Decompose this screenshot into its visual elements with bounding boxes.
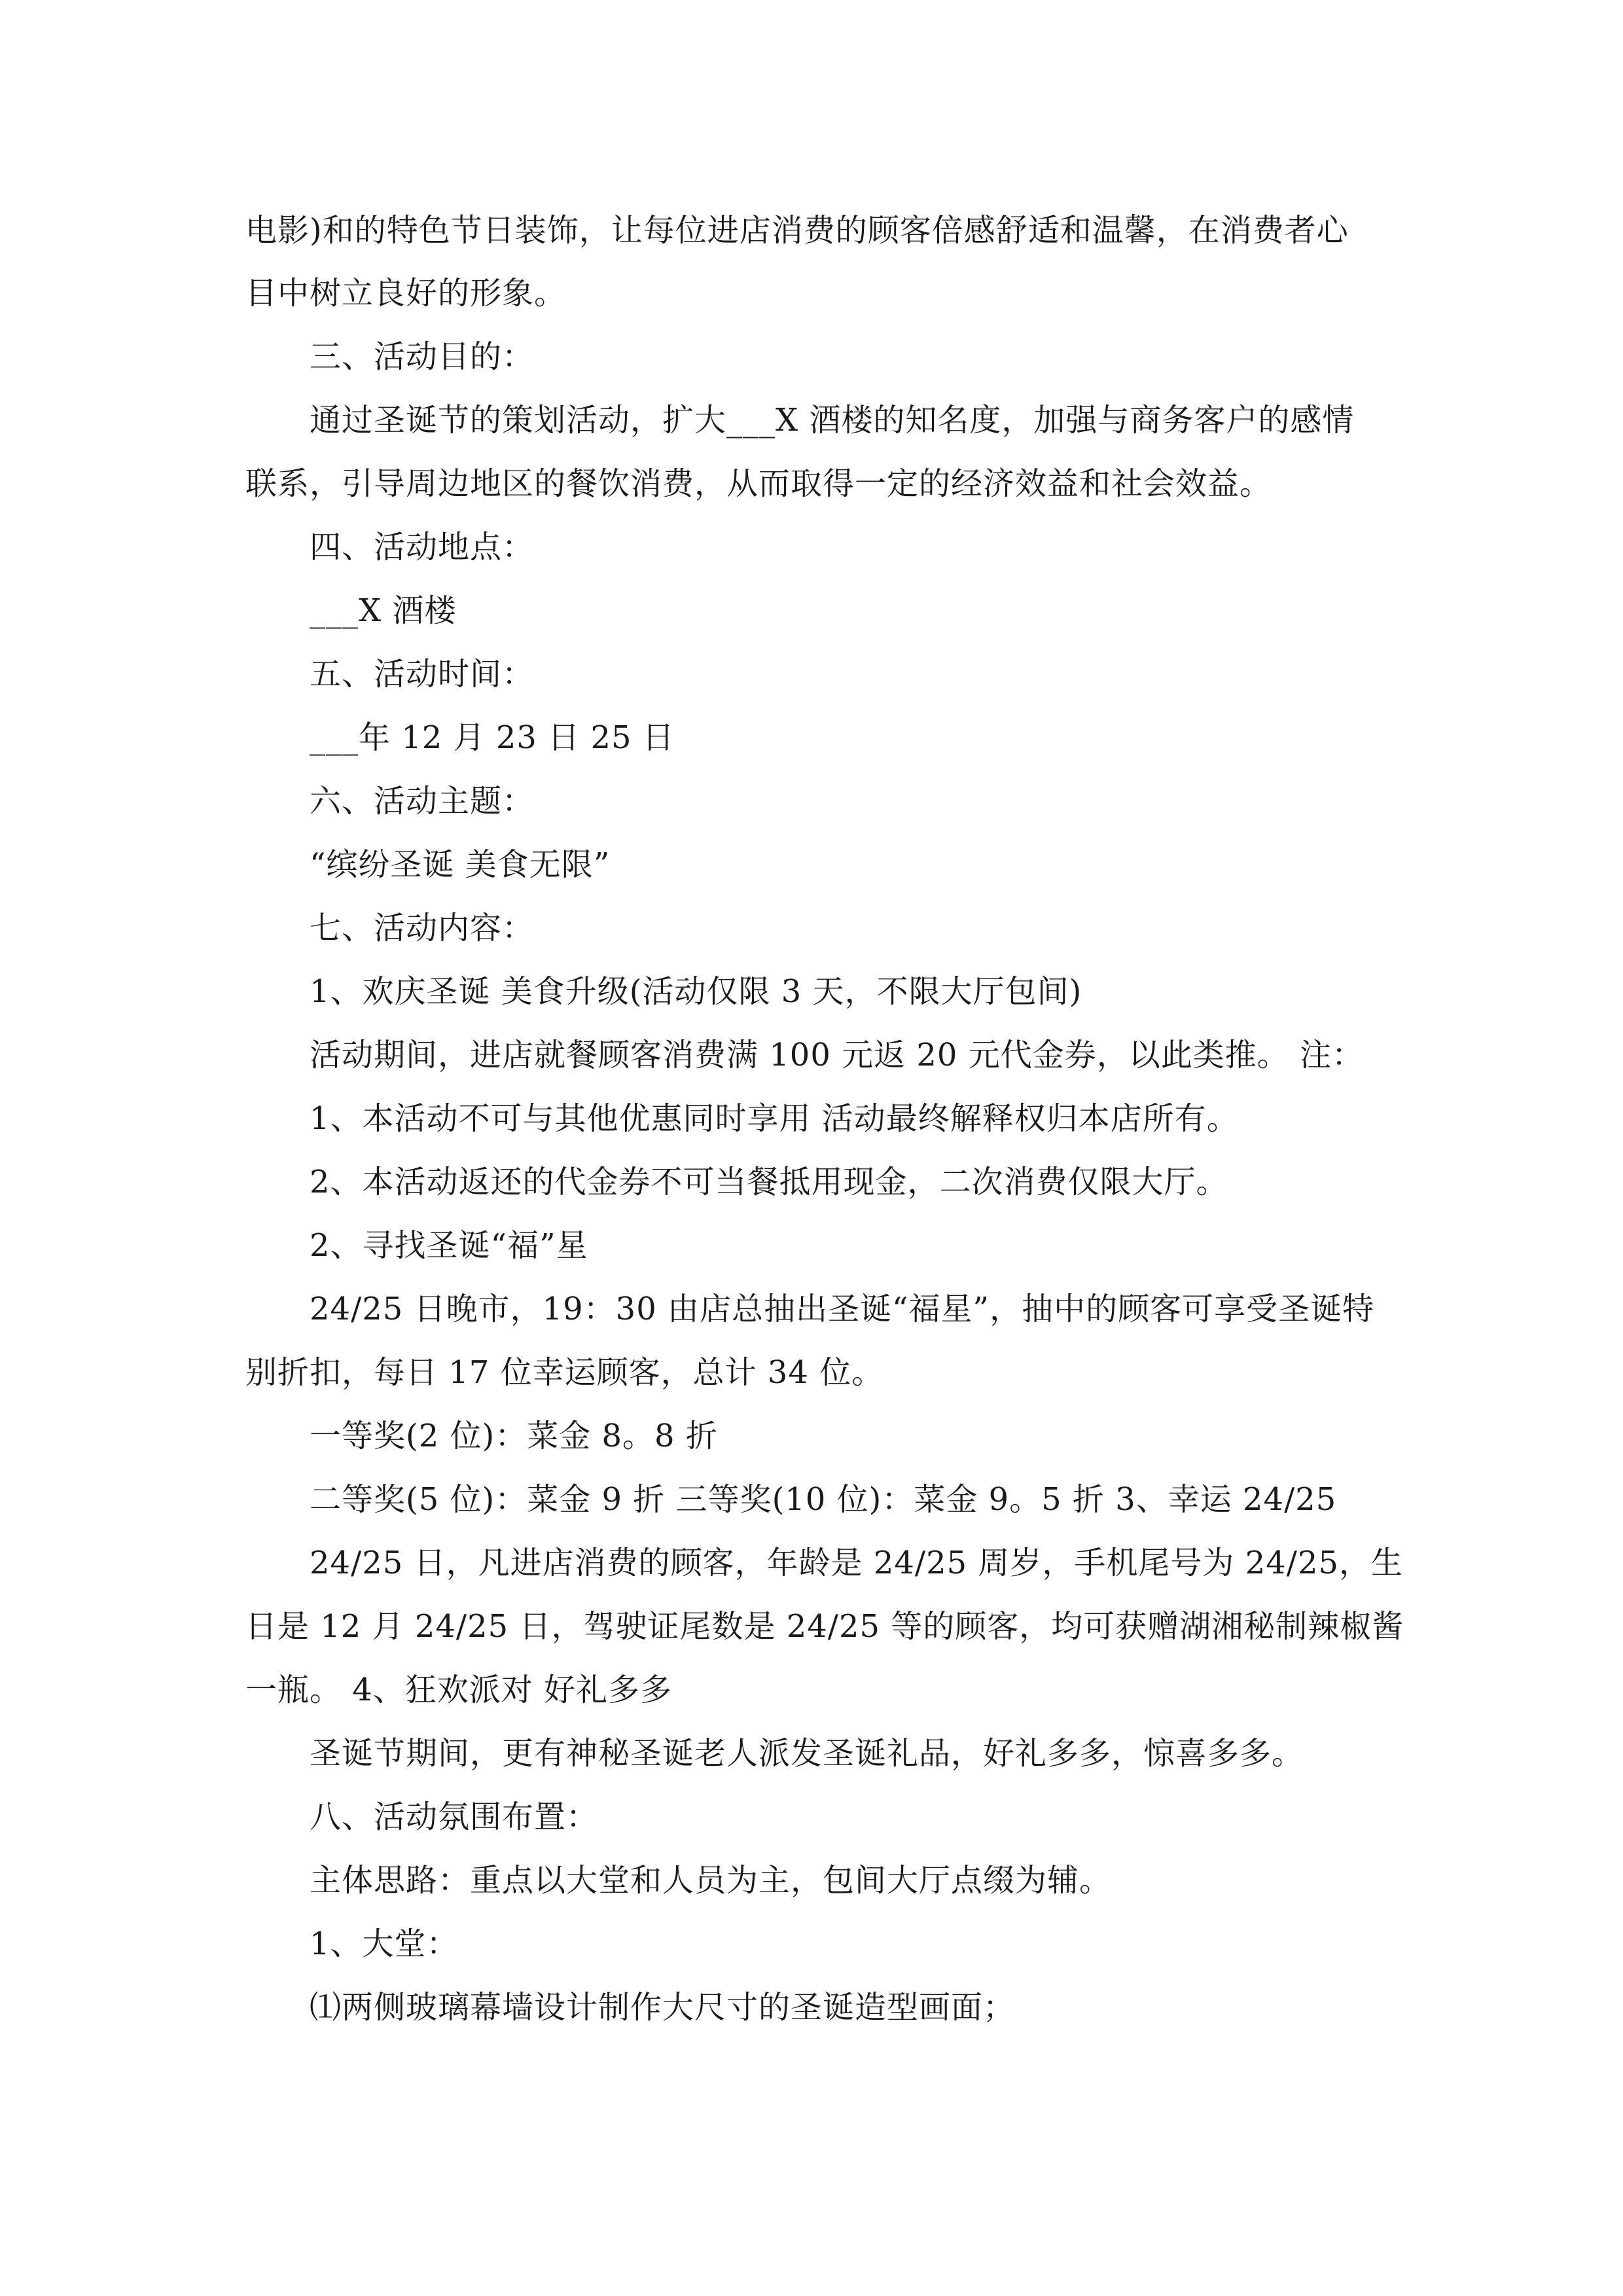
section-heading-content: 七、活动内容： — [310, 910, 535, 946]
paragraph-line: 日是 12 月 24/25 日，驾驶证尾数是 24/25 等的顾客，均可获赠湖湘秘制辣椒酱 — [245, 1608, 1404, 1645]
paragraph-line: 二等奖(5 位)：菜金 9 折 三等奖(10 位)：菜金 9。5 折 3、幸运 24/25 — [310, 1481, 1337, 1518]
paragraph-line: 1、大堂： — [310, 1926, 459, 1962]
paragraph-line: 24/25 日晚市，19：30 由店总抽出圣诞“福星”，抽中的顾客可享受圣诞特 — [310, 1291, 1375, 1327]
section-heading-purpose: 三、活动目的： — [310, 338, 535, 375]
paragraph-line: 别折扣，每日 17 位幸运顾客，总计 34 位。 — [245, 1354, 884, 1391]
paragraph-line: 通过圣诞节的策划活动，扩大___X 酒楼的知名度，加强与商务客户的感情 — [310, 402, 1355, 439]
paragraph-line: ⑴两侧玻璃幕墙设计制作大尺寸的圣诞造型画面； — [310, 1989, 1016, 2026]
paragraph-line: “缤纷圣诞 美食无限” — [310, 846, 611, 883]
paragraph-line: ___年 12 月 23 日 25 日 — [310, 719, 675, 756]
section-heading-time: 五、活动时间： — [310, 656, 535, 692]
paragraph-line: 活动期间，进店就餐顾客消费满 100 元返 20 元代金券，以此类推。 注： — [310, 1037, 1364, 1073]
paragraph-line: ___X 酒楼 — [310, 592, 457, 629]
paragraph-line: 1、欢庆圣诞 美食升级(活动仅限 3 天，不限大厅包间) — [310, 973, 1082, 1010]
section-heading-theme: 六、活动主题： — [310, 783, 535, 819]
paragraph-line: 2、寻找圣诞“福”星 — [310, 1227, 588, 1264]
paragraph-line: 联系，引导周边地区的餐饮消费，从而取得一定的经济效益和社会效益。 — [245, 465, 1272, 502]
paragraph-line: 主体思路：重点以大堂和人员为主，包间大厅点缀为辅。 — [310, 1862, 1112, 1899]
paragraph-line: 电影)和的特色节日装饰，让每位进店消费的顾客倍感舒适和温馨，在消费者心 — [245, 212, 1349, 249]
section-heading-decoration: 八、活动氛围布置： — [310, 1799, 599, 1835]
paragraph-line: 24/25 日，凡进店消费的顾客，年龄是 24/25 周岁，手机尾号为 24/25，生 — [310, 1545, 1404, 1581]
paragraph-line: 目中树立良好的形象。 — [245, 275, 567, 312]
section-heading-location: 四、活动地点： — [310, 529, 535, 565]
paragraph-line: 一瓶。 4、狂欢派对 好礼多多 — [245, 1672, 673, 1708]
paragraph-line: 1、本活动不可与其他优惠同时享用 活动最终解释权归本店所有。 — [310, 1100, 1239, 1137]
paragraph-line: 圣诞节期间，更有神秘圣诞老人派发圣诞礼品，好礼多多，惊喜多多。 — [310, 1735, 1304, 1772]
paragraph-line: 一等奖(2 位)：菜金 8。8 折 — [310, 1418, 718, 1454]
paragraph-line: 2、本活动返还的代金券不可当餐抵用现金，二次消费仅限大厅。 — [310, 1164, 1228, 1200]
